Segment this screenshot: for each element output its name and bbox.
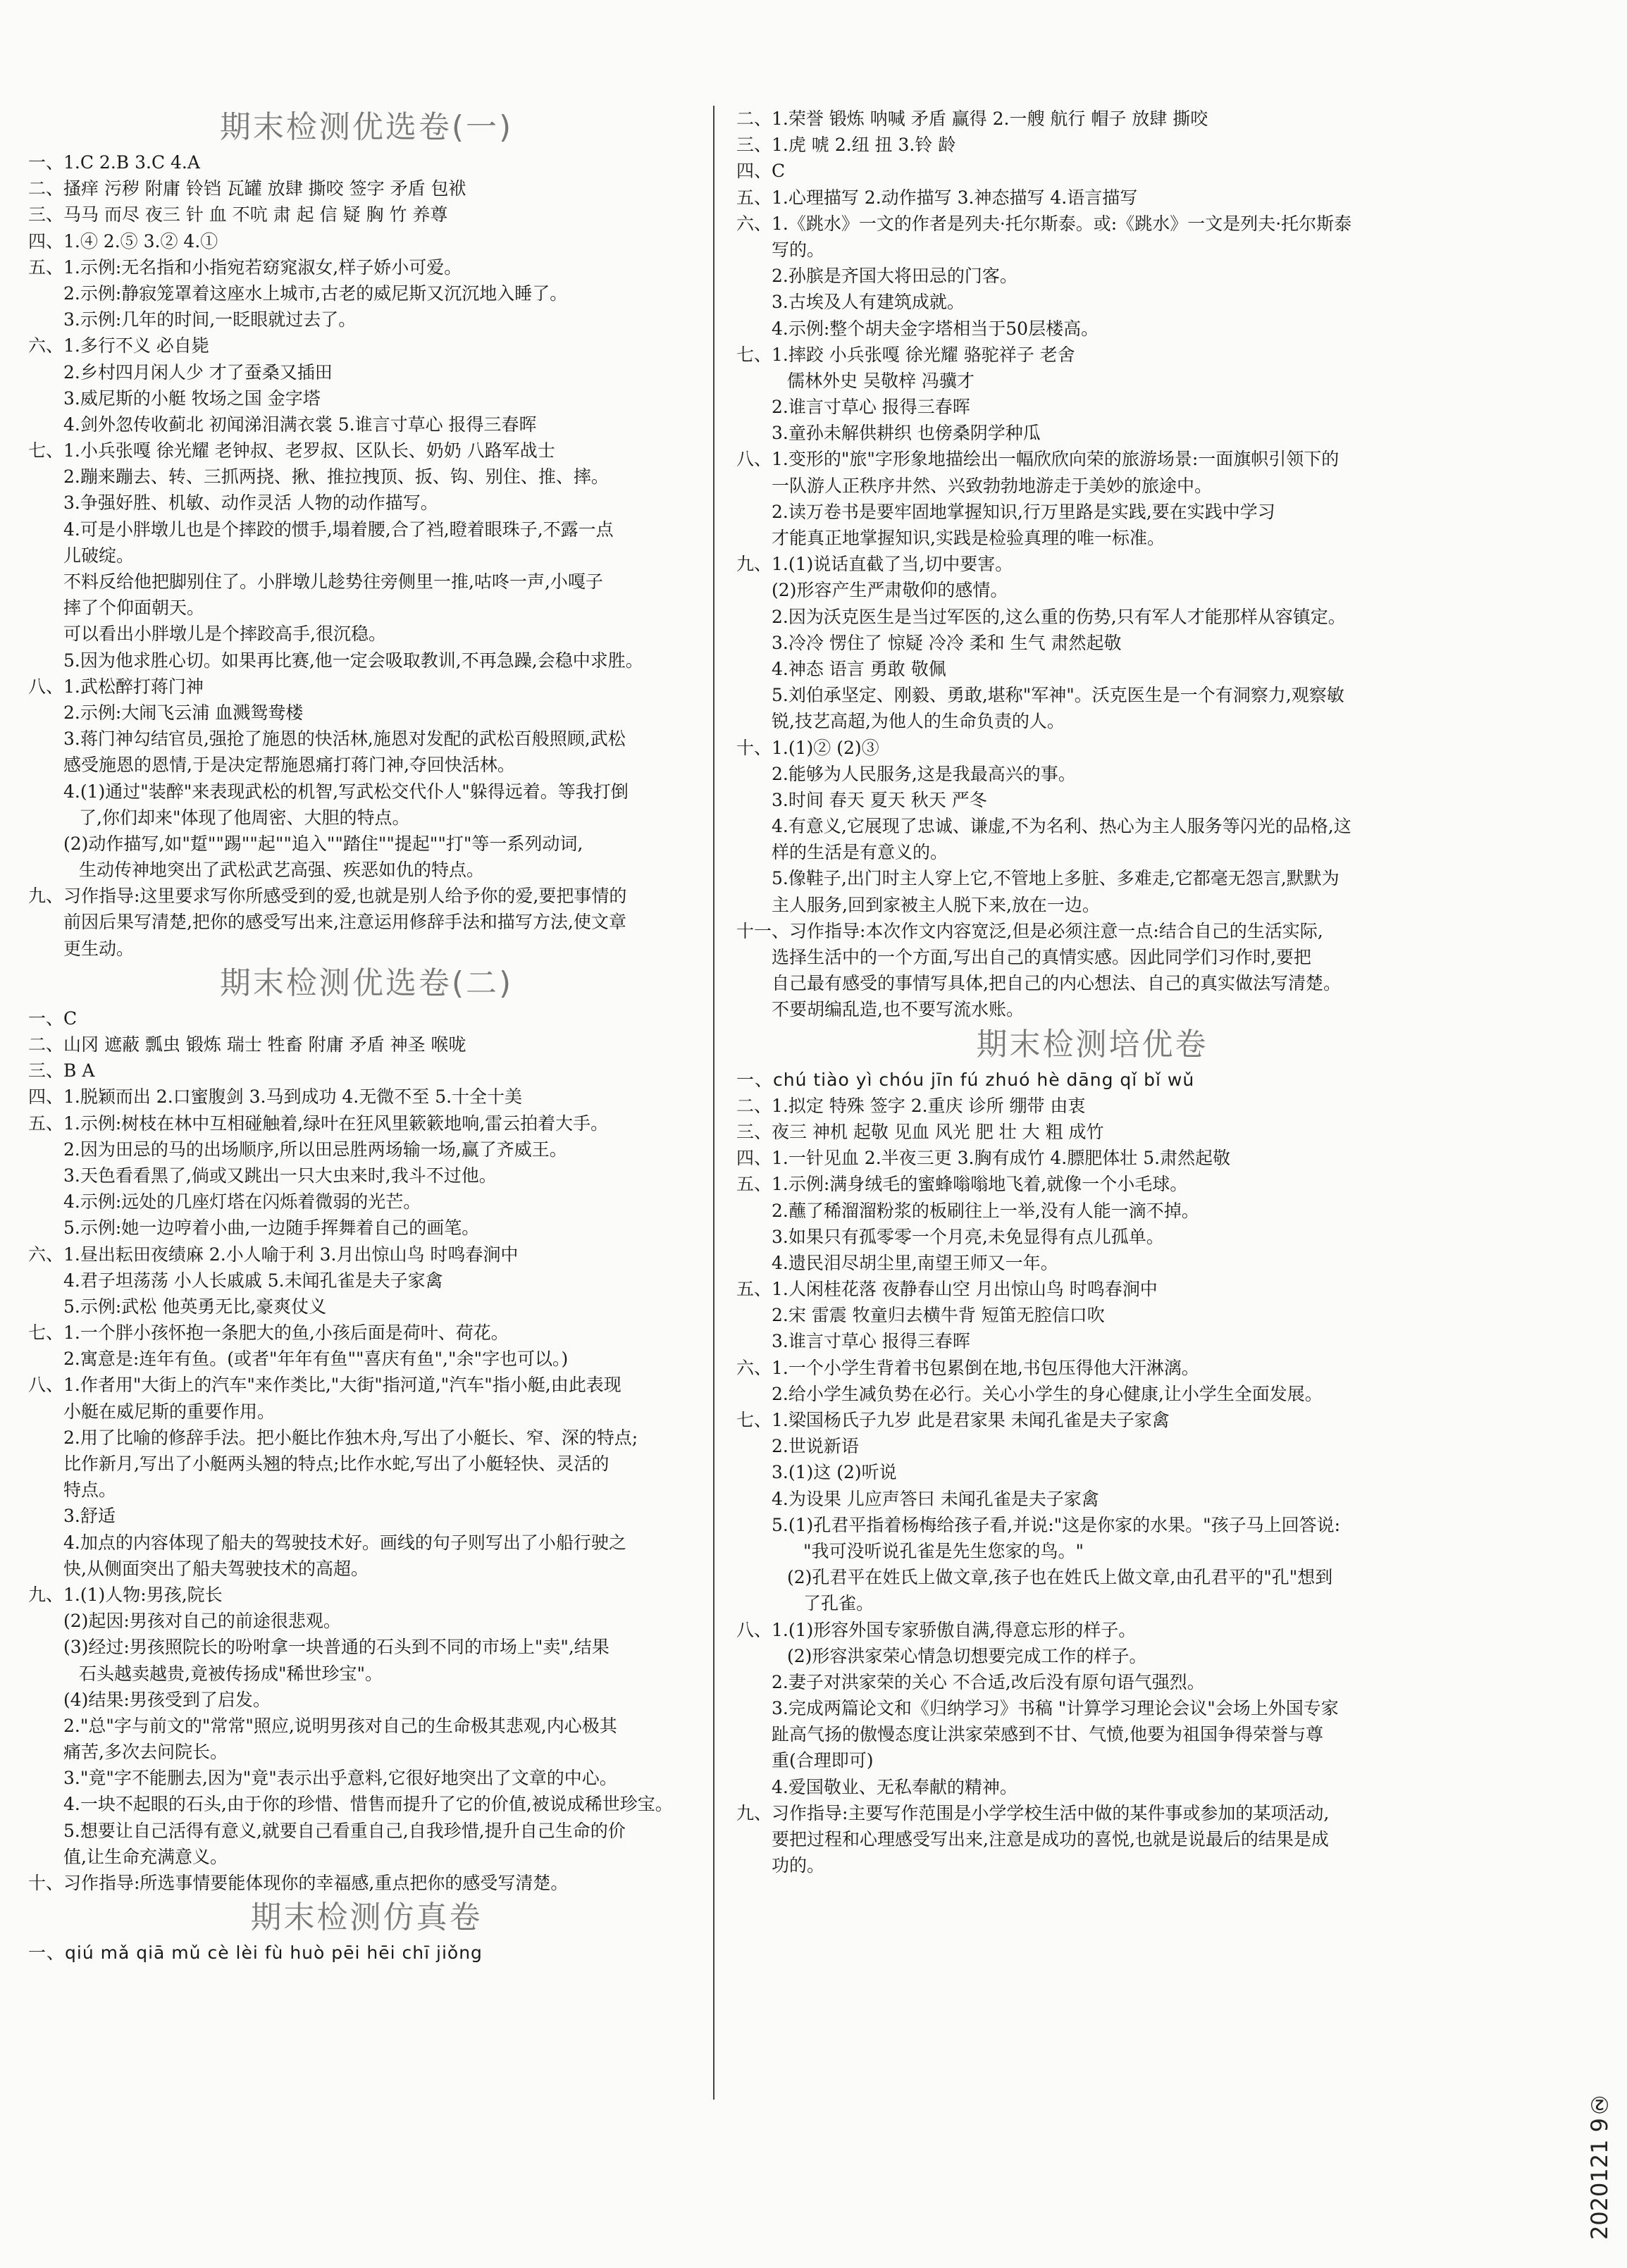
answer-line: 3.威尼斯的小艇 牧场之国 金字塔: [63, 388, 321, 409]
answer-line: 5.示例:她一边哼着小曲,一边随手挥舞着自己的画笔。: [63, 1217, 480, 1239]
answer-line: 选择生活中的一个方面,写出自己的真情实感。因此同学们习作时,要把: [772, 947, 1311, 967]
answer-line: 趾高气扬的傲慢态度让洪家荣感到不甘、气愤,他要为祖国争得荣誉与尊: [772, 1724, 1323, 1745]
answer-line: 不料反给他把脚别住了。小胖墩儿趁势往旁侧里一推,咕咚一声,小嘎子: [63, 571, 603, 592]
answer-line: 九、1.(1)人物:男孩,院长: [28, 1584, 223, 1605]
answer-line: 3.天色看看黑了,倘或又跳出一只大虫来时,我斗不过他。: [63, 1165, 497, 1186]
answer-line: 锐,技艺高超,为他人的生命负责的人。: [772, 711, 1065, 732]
answer-line: 八、1.(1)形容外国专家骄傲自满,得意忘形的样子。: [736, 1619, 1137, 1640]
answer-line: 五、1.心理描写 2.动作描写 3.神态描写 4.语言描写: [736, 187, 1138, 208]
answer-line: "我可没听说孔雀是先生您家的鸟。": [803, 1540, 1084, 1561]
answer-line: 3.谁言寸草心 报得三春晖: [772, 1331, 970, 1352]
answer-line: 四、1.④ 2.⑤ 3.② 4.①: [28, 230, 218, 252]
answer-line: 一、1.C 2.B 3.C 4.A: [28, 152, 200, 173]
answer-line: 3.蒋门神勾结官员,强抢了施恩的快活林,施恩对发配的武松百般照顾,武松: [63, 729, 626, 750]
answer-line: 值,让生命充满意义。: [63, 1846, 228, 1867]
answer-line: 了孔雀。: [803, 1593, 874, 1614]
answer-line: 4.爱国敬业、无私奉献的精神。: [772, 1776, 1017, 1797]
column-divider: [713, 106, 714, 2100]
answer-line: 四、C: [736, 161, 786, 182]
answer-line: (2)形容产生严肃敬仰的感情。: [772, 580, 1008, 601]
answer-line: 二、1.拟定 特殊 签字 2.重庆 诊所 绷带 由衷: [736, 1095, 1086, 1116]
answer-line: 2.世说新语: [772, 1436, 859, 1457]
answer-line: 4.遗民泪尽胡尘里,南望王师又一年。: [772, 1252, 1058, 1273]
answer-line: 十、1.(1)② (2)③: [736, 737, 879, 758]
answer-line: 重(合理即可): [772, 1750, 874, 1771]
answer-line: 3.古埃及人有建筑成就。: [772, 292, 965, 313]
answer-line: 2.给小学生减负势在必行。关心小学生的身心健康,让小学生全面发展。: [772, 1383, 1323, 1404]
answer-line: 七、1.小兵张嘎 徐光耀 老钟叔、老罗叔、区队长、奶奶 八路军战士: [28, 440, 555, 461]
answer-line: 三、夜三 神机 起敬 见血 风光 肥 壮 大 粗 成竹: [736, 1121, 1104, 1142]
answer-line: 二、1.荣誉 锻炼 呐喊 矛盾 赢得 2.一艘 航行 帽子 放肆 撕咬: [736, 109, 1208, 129]
answer-line: 4.君子坦荡荡 小人长戚戚 5.未闻孔雀是夫子家禽: [63, 1270, 443, 1291]
answer-line: (4)结果:男孩受到了启发。: [63, 1689, 271, 1710]
answer-line: 5.因为他求胜心切。如果再比赛,他一定会吸取教训,不再急躁,会稳中求胜。: [63, 650, 643, 671]
answer-line: 2.示例:静寂笼罩着这座水上城市,古老的威尼斯又沉沉地入睡了。: [63, 283, 568, 304]
answer-line: 才能真正地掌握知识,实践是检验真理的唯一标准。: [772, 528, 1165, 548]
answer-line: 了,你们却来"体现了他周密、大胆的特点。: [79, 807, 410, 828]
answer-line: 2.蹦来蹦去、转、三抓两挠、揪、推拉拽顶、扳、钩、别住、推、摔。: [63, 466, 609, 488]
answer-line: 5.像鞋子,出门时主人穿上它,不管地上多脏、多难走,它都毫无怨言,默默为: [772, 868, 1340, 889]
answer-line: 4.一块不起眼的石头,由于你的珍惜、惜售而提升了它的价值,被说成稀世珍宝。: [63, 1794, 673, 1815]
answer-line: 石头越卖越贵,竟被传扬成"稀世珍宝"。: [79, 1663, 383, 1684]
page-code: 2020121 9②: [1586, 2090, 1613, 2240]
section-title: 期末检测培优卷: [976, 1026, 1208, 1062]
answer-line: 3.完成两篇论文和《归纳学习》书稿 "计算学习理论会议"会场上外国专家: [772, 1698, 1339, 1719]
answer-line: 六、1.昼出耘田夜绩麻 2.小人喻于利 3.月出惊山鸟 时鸣春涧中: [28, 1244, 519, 1265]
answer-line: 2.谁言寸草心 报得三春晖: [772, 397, 970, 418]
answer-line: 三、B A: [28, 1060, 95, 1082]
answer-line: 六、1.多行不义 必自毙: [28, 335, 209, 357]
right-column: [736, 106, 1448, 1878]
answer-line: 六、1.《跳水》一文的作者是列夫·托尔斯泰。或:《跳水》一文是列夫·托尔斯泰: [736, 213, 1352, 234]
answer-line: 3."竟"字不能删去,因为"竟"表示出乎意料,它很好地突出了文章的中心。: [63, 1768, 617, 1789]
answer-line: 4.为设果 儿应声答曰 未闻孔雀是夫子家禽: [772, 1488, 1099, 1509]
answer-line: 5.(1)孔君平指着杨梅给孩子看,并说:"这是你家的水果。"孩子马上回答说:: [772, 1514, 1341, 1535]
answer-line: 3.(1)这 (2)听说: [772, 1462, 897, 1483]
answer-line: (2)孔君平在姓氏上做文章,孩子也在姓氏上做文章,由孔君平的"孔"想到: [787, 1567, 1333, 1588]
answer-line: 二、山冈 遮蔽 瓢虫 锻炼 瑞士 牲畜 附庸 矛盾 神圣 喉咙: [28, 1034, 466, 1055]
answer-line: 2.因为田忌的马的出场顺序,所以田忌胜两场输一场,赢了齐威王。: [63, 1139, 567, 1160]
answer-line: 5.刘伯承坚定、刚毅、勇敢,堪称"军神"。沃克医生是一个有洞察力,观察敏: [772, 685, 1344, 706]
answer-line: 2.因为沃克医生是当过军医的,这么重的伤势,只有军人才能那样从容镇定。: [772, 606, 1346, 627]
answer-line: 2.能够为人民服务,这是我最高兴的事。: [772, 763, 1076, 784]
answer-line: 七、1.摔跤 小兵张嘎 徐光耀 骆驼祥子 老舍: [736, 344, 1075, 365]
answer-line: 四、1.一针见血 2.半夜三更 3.胸有成竹 4.膘肥体壮 5.肃然起敬: [736, 1148, 1231, 1169]
answer-line: 3.如果只有孤零零一个月亮,未免显得有点儿孤单。: [772, 1226, 1164, 1247]
answer-line: 4.神态 语言 勇敢 敬佩: [772, 658, 946, 679]
answer-line: 摔了个仰面朝天。: [63, 597, 205, 619]
answer-line: 4.有意义,它展现了忠诚、谦虚,不为名利、热心为主人服务等闪光的品格,这: [772, 816, 1351, 837]
answer-line: 2.妻子对洪家荣的关心 不合适,改后没有原句语气强烈。: [772, 1671, 1205, 1692]
answer-line: (3)经过:男孩照院长的吩咐拿一块普通的石头到不同的市场上"卖",结果: [63, 1637, 610, 1658]
answer-line: 八、1.武松醉打蒋门神: [28, 676, 204, 697]
answer-line: 功的。: [772, 1855, 825, 1876]
pinyin-answer-line: 一、qiú mǎ qiā mǔ cè lèi fù huò pēi hēi chī jiǒng: [28, 1942, 483, 1964]
answer-line: 七、1.一个胖小孩怀抱一条肥大的鱼,小孩后面是荷叶、荷花。: [28, 1322, 509, 1344]
answer-line: (2)起因:男孩对自己的前途很悲观。: [63, 1611, 341, 1632]
answer-line: 2.示例:大闹飞云浦 血溅鸳鸯楼: [63, 702, 304, 723]
answer-line: 要把过程和心理感受写出来,注意是成功的喜悦,也就是说最后的结果是成: [772, 1829, 1329, 1849]
answer-line: 3.争强好胜、机敏、动作灵活 人物的动作描写。: [63, 492, 438, 514]
answer-line: 小艇在威尼斯的重要作用。: [63, 1401, 276, 1422]
answer-line: 五、1.示例:无名指和小指宛若窈窕淑女,样子娇小可爱。: [28, 256, 462, 278]
answer-line: 儒林外史 吴敬梓 冯骥才: [787, 370, 975, 391]
answer-line: 不要胡编乱造,也不要写流水账。: [772, 999, 1024, 1020]
answer-line: 写的。: [772, 239, 825, 260]
answer-line: 快,从侧面突出了船夫驾驶技术的高超。: [63, 1558, 369, 1579]
section-title: 期末检测仿真卷: [250, 1900, 483, 1936]
answer-line: 三、马马 而尽 夜三 针 血 不吭 肃 起 信 疑 胸 竹 养尊: [28, 204, 448, 225]
answer-line: 4.示例:远处的几座灯塔在闪烁着微弱的光芒。: [63, 1191, 421, 1213]
answer-line: 5.示例:武松 他英勇无比,豪爽仗义: [63, 1296, 327, 1317]
answer-line: 自己最有感受的事情写具体,把自己的内心想法、自己的真实做法写清楚。: [772, 973, 1341, 994]
answer-line: 二、搔痒 污秽 附庸 铃铛 瓦罐 放肆 撕咬 签字 矛盾 包袱: [28, 178, 466, 199]
answer-line: 4.可是小胖墩儿也是个摔跤的惯手,塌着腰,合了裆,瞪着眼珠子,不露一点: [63, 519, 614, 540]
answer-line: 2.宋 雷震 牧童归去横牛背 短笛无腔信口吹: [772, 1305, 1105, 1326]
answer-line: 4.示例:整个胡夫金字塔相当于50层楼高。: [772, 318, 1099, 339]
answer-line: 五、1.人闲桂花落 夜静春山空 月出惊山鸟 时鸣春涧中: [736, 1279, 1158, 1300]
answer-line: 4.剑外忽传收蓟北 初闻涕泪满衣裳 5.谁言寸草心 报得三春晖: [63, 414, 537, 435]
section-title: 期末检测优选卷(一): [219, 109, 514, 145]
answer-line: 3.时间 春天 夏天 秋天 严冬: [772, 789, 987, 810]
left-column: [28, 106, 705, 1966]
answer-line: 2.读万卷书是要牢固地掌握知识,行万里路是实践,要在实践中学习: [772, 501, 1275, 522]
answer-line: 三、1.虎 唬 2.纽 扭 3.铃 龄: [736, 135, 956, 156]
answer-line: 4.加点的内容体现了船夫的驾驶技术好。画线的句子则写出了小船行驶之: [63, 1532, 626, 1553]
answer-line: 特点。: [63, 1480, 117, 1501]
answer-line: 五、1.示例:树枝在林中互相碰触着,绿叶在狂风里簌簌地响,雷云拍着大手。: [28, 1113, 609, 1134]
answer-line: 4.(1)通过"装醉"来表现武松的机智,写武松交代仆人"躲得远着。等我打倒: [63, 781, 629, 802]
answer-line: 可以看出小胖墩儿是个摔跤高手,很沉稳。: [63, 624, 386, 645]
answer-line: 九、习作指导:主要写作范围是小学学校生活中做的某件事或参加的某项活动,: [736, 1802, 1330, 1823]
answer-line: 2."总"字与前文的"常常"照应,说明男孩对自己的生命极其悲观,内心极其: [63, 1715, 617, 1736]
answer-line: 九、习作指导:这里要求写你所感受到的爱,也就是别人给予你的爱,要把事情的: [28, 886, 627, 907]
answer-line: 3.冷冷 愣住了 惊疑 冷冷 柔和 生气 肃然起敬: [772, 632, 1122, 653]
answer-line: 七、1.梁国杨氏子九岁 此是君家果 未闻孔雀是夫子家禽: [736, 1410, 1170, 1430]
answer-line: 六、1.一个小学生背着书包累倒在地,书包压得他大汗淋漓。: [736, 1357, 1199, 1378]
answer-line: 2.用了比喻的修辞手法。把小艇比作独木舟,写出了小艇长、窄、深的特点;: [63, 1427, 638, 1448]
answer-line: 一队游人正秩序井然、兴致勃勃地游走于美妙的旅途中。: [772, 475, 1213, 496]
answer-line: 八、1.变形的"旅"字形象地描绘出一幅欣欣向荣的旅游场景:一面旗帜引领下的: [736, 449, 1340, 470]
answer-line: 十一、习作指导:本次作文内容宽泛,但是必须注意一点:结合自己的生活实际,: [736, 920, 1323, 941]
answer-line: 九、1.(1)说话直截了当,切中要害。: [736, 554, 1013, 575]
answer-line: 感受施恩的恩情,于是决定帮施恩痛打蒋门神,夺回快活林。: [63, 755, 515, 776]
answer-line: (2)动作描写,如"踅""踢""起""追入""踏住""提起""打"等一系列动词,: [63, 833, 583, 854]
answer-line: 主人服务,回到家被主人脱下来,放在一边。: [772, 894, 1100, 915]
answer-line: 前因后果写清楚,把你的感受写出来,注意运用修辞手法和描写方法,使文章: [63, 912, 626, 933]
answer-line: 一、C: [28, 1008, 78, 1029]
answer-line: 样的生活是有意义的。: [772, 842, 948, 863]
answer-line: 5.想要让自己活得有意义,就要自己看重自己,自我珍惜,提升自己生命的价: [63, 1820, 626, 1841]
pinyin-answer-line: 一、chú tiào yì chóu jīn fú zhuó hè dāng qǐ bǐ wǔ: [736, 1069, 1195, 1090]
answer-line: 更生动。: [63, 938, 135, 959]
answer-line: 生动传神地突出了武松武艺高强、疾恶如仇的特点。: [79, 860, 485, 881]
answer-line: 2.蘸了稀溜溜粉浆的板刷往上一举,没有人能一滴不掉。: [772, 1200, 1199, 1221]
answer-line: 痛苦,多次去问院长。: [63, 1742, 228, 1763]
answer-line: 十、习作指导:所选事情要能体现你的幸福感,重点把你的感受写清楚。: [28, 1873, 569, 1893]
answer-line: 四、1.脱颖而出 2.口蜜腹剑 3.马到成功 4.无微不至 5.十全十美: [28, 1086, 523, 1108]
answer-line: 儿破绽。: [63, 545, 135, 566]
answer-line: 2.乡村四月闲人少 才了蚕桑又插田: [63, 361, 333, 383]
answer-line: 3.童孙未解供耕织 也傍桑阴学种瓜: [772, 423, 1041, 444]
answer-line: 比作新月,写出了小艇两头翘的特点;比作水蛇,写出了小艇轻快、灵活的: [63, 1454, 610, 1474]
answer-line: 八、1.作者用"大街上的汽车"来作类比,"大街"指河道,"汽车"指小艇,由此表现: [28, 1375, 621, 1396]
answer-line: 五、1.示例:满身绒毛的蜜蜂嗡嗡地飞着,就像一个小毛球。: [736, 1174, 1188, 1195]
section-title: 期末检测优选卷(二): [219, 965, 514, 1001]
answer-line: (2)形容洪家荣心情急切想要完成工作的样子。: [787, 1645, 1147, 1666]
answer-line: 3.示例:几年的时间,一眨眼就过去了。: [63, 309, 357, 330]
answer-line: 2.孙膑是齐国大将田忌的门客。: [772, 266, 1017, 287]
answer-line: 3.舒适: [63, 1506, 116, 1527]
answer-line: 2.寓意是:连年有鱼。(或者"年年有鱼""喜庆有鱼","余"字也可以。): [63, 1349, 569, 1370]
